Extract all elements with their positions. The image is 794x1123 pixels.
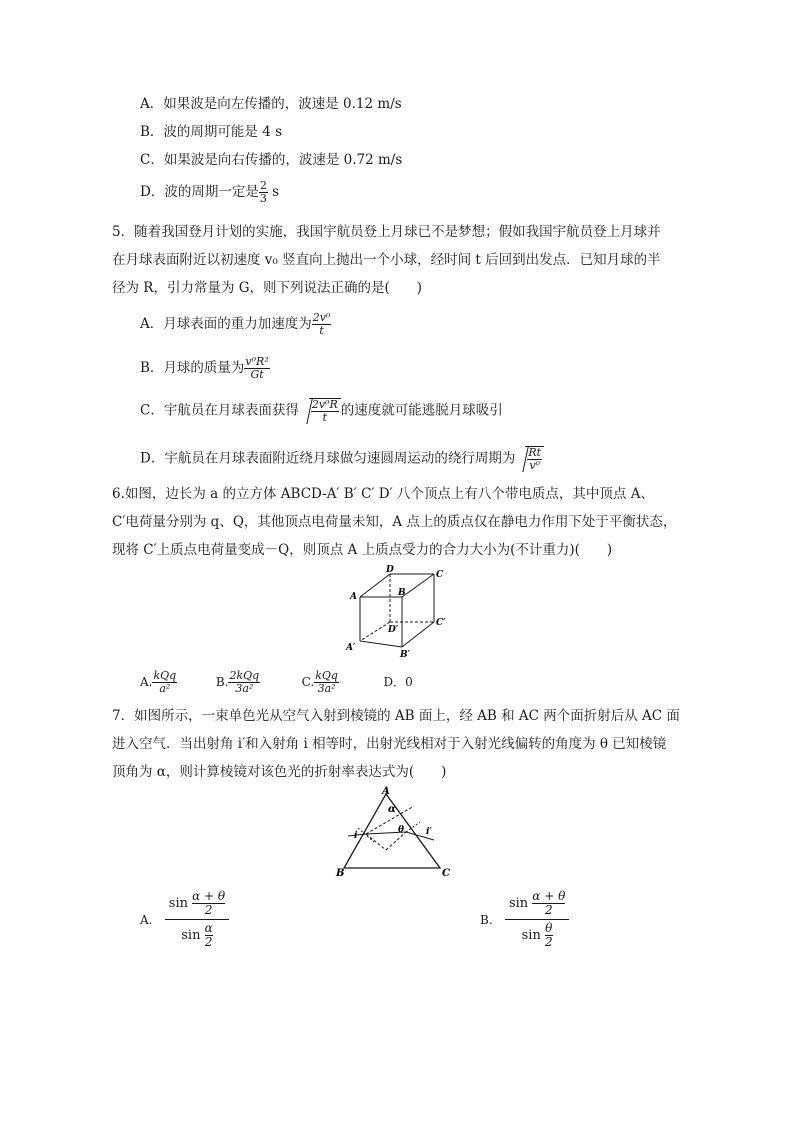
fraction-numerator: 2 — [259, 179, 267, 192]
fraction-denominator: 3 — [259, 192, 267, 205]
q5-option-b-fraction — [244, 356, 269, 381]
fraction-numerator: sin $\frac{\alpha + \theta}{2}$ — [505, 888, 569, 920]
fraction-numerator: sin $\frac{\alpha + \theta}{2}$ — [165, 888, 229, 920]
q7-stem-line3: 顶角为 α，则计算棱镜对该色光的折射率表达式为( ) — [112, 764, 447, 780]
q5-option-c-text: C．宇航员在月球表面获得 — [140, 402, 299, 419]
q7-option-b-letter: B. — [480, 912, 493, 927]
vertex-label-a-prime: A′ — [346, 643, 356, 653]
vertex-label-c: C — [436, 570, 444, 580]
fraction-numerator: Rt — [528, 446, 542, 459]
vertex-label-d: D — [386, 565, 394, 575]
q6-stem-line2: C′电荷量分别为 q、Q，其他顶点电荷量未知，A 点上的质点仅在静电力作用下处于平衡状态， — [112, 514, 677, 530]
q5-option-a-text: A．月球表面的重力加速度为 — [140, 316, 312, 332]
q5-option-a-fraction — [312, 312, 332, 337]
prism-label-b: B — [336, 868, 345, 879]
q5-option-c — [140, 398, 503, 424]
q7-option-a-letter: A. — [140, 912, 153, 927]
q4-option-d-unit: s — [272, 184, 280, 200]
angle-label-theta: θ — [398, 825, 405, 835]
q5-stem-line3: 径为 R，引力常量为 G，则下列说法正确的是( ) — [112, 280, 423, 296]
q4-option-d-text: D．波的周期一定是 — [140, 184, 259, 200]
fraction-numerator: 2v⁰ — [312, 311, 331, 324]
q5-option-c-suffix: 的速度就可能逃脱月球吸引 — [340, 402, 503, 419]
q6-stem-line1: 6.如图，边长为 a 的立方体 ABCD-A′ B′ C′ D′ 八个顶点上有八个带电质点，其中顶点 A、 — [112, 486, 654, 502]
angle-label-i-prime: i′ — [426, 827, 432, 837]
q5-option-d-sqrt — [525, 446, 544, 472]
angle-label-i: i — [354, 831, 358, 841]
q4-option-c: C．如果波是向右传播的，波速是 0.72 m/s — [140, 152, 403, 168]
q7-stem-line2: 进入空气．当出射角 i′和入射角 i 相等时，出射光线相对于入射光线偏转的角度为 θ 已知棱镜 — [112, 736, 667, 752]
q7-option-b — [480, 888, 569, 951]
q6-option-b: B. $\frac{\text{2kQq}}{\text{3a²}}$ — [215, 669, 260, 695]
q6-stem-line3: 现将 C′上质点电荷量变成－Q，则顶点 A 上质点受力的合力大小为(不计重力)( ) — [112, 542, 613, 558]
q5-stem-line1: 5．随着我国登月计划的实施，我国宇航员登上月球已不是梦想；假如我国宇航员登上月球并 — [112, 224, 661, 240]
q5-option-a — [140, 312, 331, 337]
vertex-label-d-prime: D′ — [388, 625, 399, 635]
fraction-denominator: t — [322, 411, 327, 424]
q5-option-b-text: B．月球的质量为 — [140, 360, 245, 376]
q4-option-d — [140, 180, 279, 205]
q7-stem-line1: 7．如图所示，一束单色光从空气入射到棱镜的 AB 面上，经 AB 和 AC 两个面折射后从 AC 面 — [112, 708, 680, 724]
prism-diagram — [330, 786, 460, 880]
q4-option-b: B．波的周期可能是 4 s — [140, 124, 283, 140]
q7-option-a-fraction — [165, 888, 229, 951]
q5-option-d — [140, 446, 544, 472]
q6-option-c: C. $\frac{\text{kQq}}{\text{3a²}}$ — [301, 669, 338, 695]
fraction-numerator: 2v⁰R — [311, 398, 338, 411]
fraction-numerator: v⁰R² — [245, 355, 269, 368]
fraction-denominator: sin $\frac{\theta}{2}$ — [521, 921, 553, 949]
fraction-denominator: sin $\frac{\alpha}{2}$ — [181, 921, 213, 949]
prism-label-a: A — [382, 786, 390, 797]
q7-option-b-fraction — [505, 888, 569, 951]
q5-option-b — [140, 356, 270, 381]
q4-option-a: A．如果波是向左传播的，波速是 0.12 m/s — [140, 96, 402, 112]
vertex-label-c-prime: C′ — [436, 618, 446, 628]
vertex-label-b: B — [398, 588, 406, 598]
vertex-label-b-prime: B′ — [400, 650, 410, 660]
q4-option-d-fraction — [259, 180, 268, 205]
fraction-denominator: Gt — [250, 368, 264, 381]
vertex-label-a: A — [350, 592, 357, 602]
fraction-denominator: v⁰ — [529, 459, 540, 472]
cube-diagram — [340, 564, 460, 660]
q6-options — [140, 670, 413, 695]
q5-stem-line2: 在月球表面附近以初速度 v₀ 竖直向上抛出一个小球，经时间 t 后回到出发点．已知月球的半 — [112, 252, 661, 268]
q5-option-d-text: D．宇航员在月球表面附近绕月球做匀速圆周运动的绕行周期为 — [140, 450, 516, 467]
q6-option-d: D．0 — [383, 675, 413, 689]
q5-option-c-sqrt — [309, 398, 341, 424]
fraction-denominator: t — [319, 324, 324, 337]
angle-label-alpha: α — [388, 804, 396, 815]
q7-option-a — [140, 888, 229, 951]
q6-option-a: A. $\frac{\text{kQq}}{\text{a²}}$ — [140, 669, 177, 695]
prism-label-c: C — [442, 868, 450, 879]
